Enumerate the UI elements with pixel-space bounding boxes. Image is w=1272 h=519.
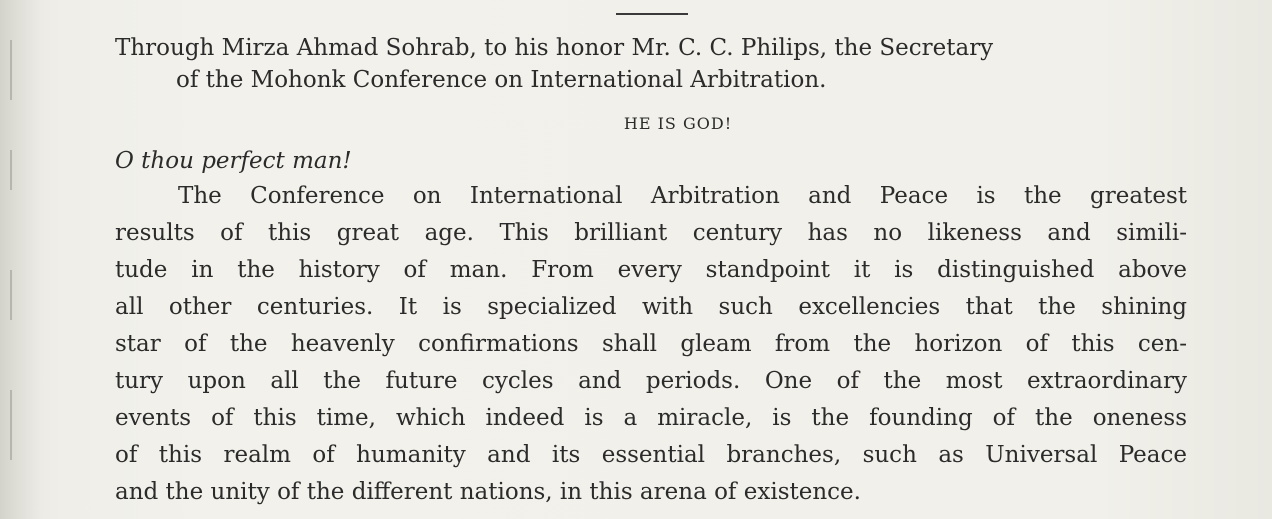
gutter-mark bbox=[10, 390, 12, 460]
salutation: O thou perfect man! bbox=[115, 148, 352, 174]
gutter-mark bbox=[10, 40, 12, 100]
page-gutter-shadow bbox=[0, 0, 40, 519]
body-line: tury upon all the future cycles and periods. One of the most extraordinary bbox=[115, 368, 1187, 394]
address-line-1: Through Mirza Ahmad Sohrab, to his honor Mr. C. C. Philips, the Secretary bbox=[115, 35, 994, 61]
body-line: all other centuries. It is specialized with such excellencies that the shining bbox=[115, 294, 1187, 320]
body-line: events of this time, which indeed is a miracle, is the founding of the oneness bbox=[115, 405, 1187, 431]
tablet-heading: HE IS GOD! bbox=[623, 114, 733, 133]
address-line-2: of the Mohonk Conference on International Arbitration. bbox=[176, 67, 827, 93]
body-line: results of this great age. This brilliant century has no likeness and simili- bbox=[115, 220, 1187, 246]
body-line: The Conference on International Arbitration and Peace is the greatest bbox=[178, 183, 1187, 209]
gutter-mark bbox=[10, 270, 12, 320]
body-line: and the unity of the different nations, in this arena of existence. bbox=[115, 479, 861, 505]
body-line: star of the heavenly confirmations shall gleam from the horizon of this cen- bbox=[115, 331, 1187, 357]
body-line: tude in the history of man. From every standpoint it is distinguished above bbox=[115, 257, 1187, 283]
gutter-mark bbox=[10, 150, 12, 190]
body-line: of this realm of humanity and its essential branches, such as Universal Peace bbox=[115, 442, 1187, 468]
section-divider-rule bbox=[616, 13, 688, 15]
